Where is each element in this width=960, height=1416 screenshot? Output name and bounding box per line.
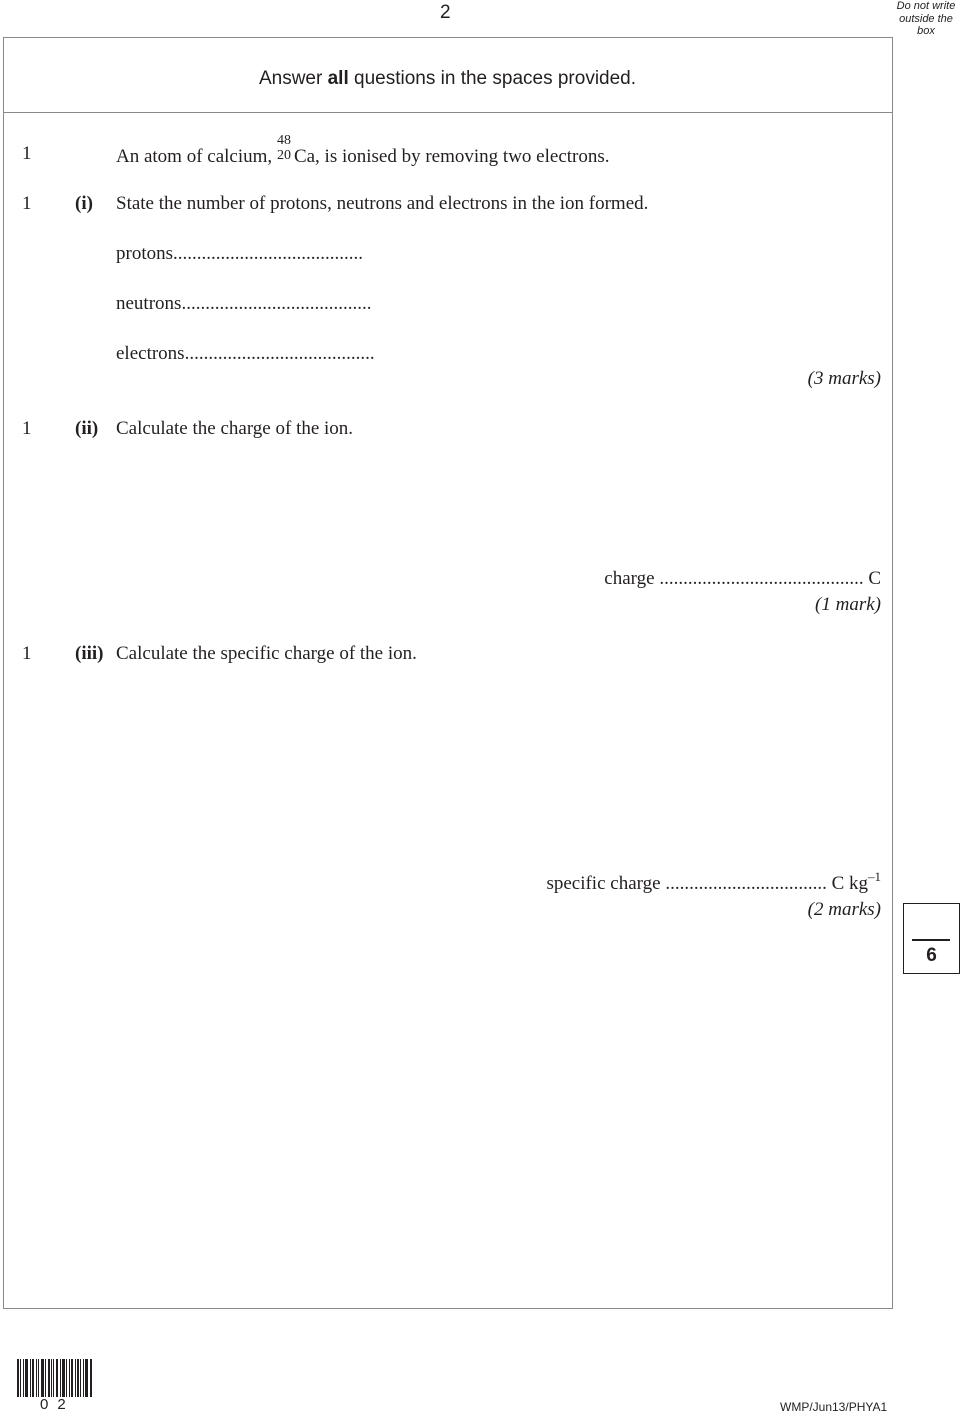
question-1i-marks: (3 marks) (807, 368, 881, 389)
page-number: 2 (440, 2, 451, 23)
question-1iii-text: Calculate the specific charge of the ion. (116, 643, 417, 664)
question-1ii-part: (ii) (75, 418, 99, 439)
charge-answer-line[interactable]: charge ........................................... C (604, 568, 881, 589)
question-1i-text: State the number of protons, neutrons and electrons in the ion formed. (116, 193, 649, 214)
specific-charge-answer-line[interactable]: specific charge .................................. C $kg^{-1}$ (546, 869, 881, 894)
score-total: 6 (926, 945, 937, 966)
instruction: Answer all questions in the spaces provided. (258, 68, 637, 89)
protons-answer-line[interactable]: protons........................................ (116, 243, 363, 264)
answer-box (3, 37, 893, 1309)
neutrons-answer-line[interactable]: neutrons........................................ (116, 293, 372, 314)
barcode-number: 02 (40, 1396, 75, 1413)
instruction-emphasis: all (327, 68, 349, 89)
unit-exponent: –1 (868, 869, 881, 884)
electrons-answer-line[interactable]: electrons........................................ (116, 343, 375, 364)
question-1ii-number: 1 (22, 418, 32, 439)
mass-number: 48 (276, 133, 291, 148)
score-line (912, 939, 950, 941)
question-1-number: 1 (22, 143, 32, 164)
barcode (17, 1359, 99, 1397)
question-1iii-marks: (2 marks) (807, 899, 881, 920)
atomic-number: 20 (276, 148, 291, 163)
header-divider (3, 112, 892, 113)
calcium-nuclide (276, 133, 294, 163)
margin-note: Do not write outside the box (896, 0, 956, 37)
charge-unit: C (868, 568, 881, 589)
question-1iii-number: 1 (22, 643, 32, 664)
question-1ii-text: Calculate the charge of the ion. (116, 418, 354, 439)
question-1iii-part: (iii) (75, 643, 104, 664)
question-1ii-marks: (1 mark) (815, 594, 881, 615)
paper-code: WMP/Jun13/PHYA1 (780, 1400, 888, 1414)
specific-charge-unit: C kg (831, 873, 868, 894)
question-1i-number: 1 (22, 193, 32, 214)
question-1i-part: (i) (75, 193, 93, 214)
question-1-stem: An atom of calcium, 48 20 Ca, is ionised by removing two electrons. (116, 133, 610, 167)
